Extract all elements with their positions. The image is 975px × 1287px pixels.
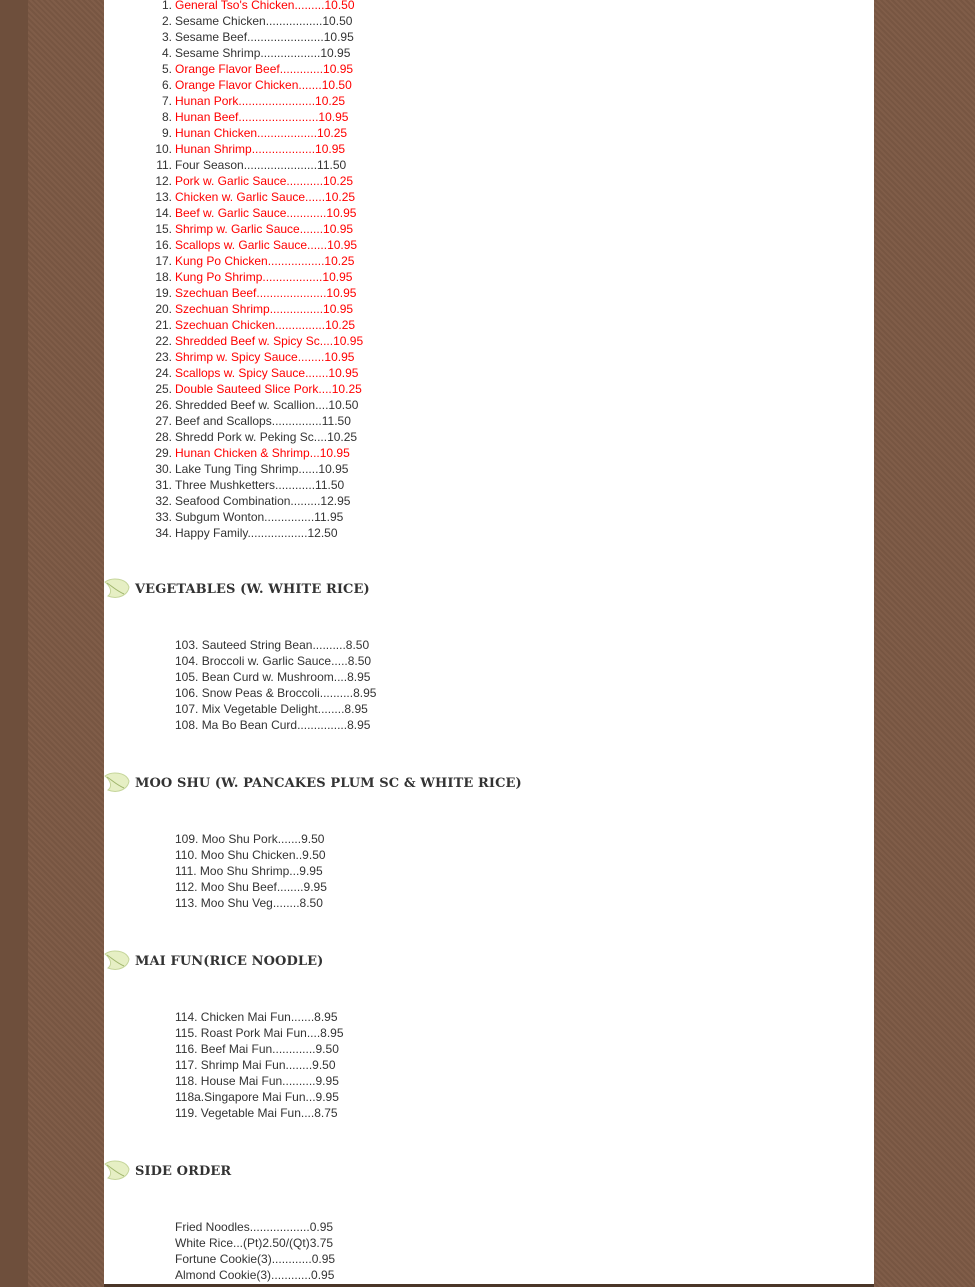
menu-item-text: Hunan Beef........................10.95	[175, 110, 349, 124]
item-number: 28.	[155, 430, 172, 444]
section-header-vegetables	[104, 577, 370, 601]
list-item	[155, 525, 363, 541]
menu-item-text: Shredded Beef w. Spicy Sc....10.95	[175, 334, 364, 348]
list-item	[161, 29, 363, 45]
list-item: 103. Sauteed String Bean..........8.50	[175, 638, 370, 652]
list-item: 111. Moo Shu Shrimp...9.95	[175, 864, 323, 878]
list-item: 107. Mix Vegetable Delight........8.95	[175, 702, 368, 716]
menu-item-text: Orange Flavor Chicken.......10.50	[175, 78, 352, 92]
item-number: 12.	[155, 174, 172, 188]
item-number: 9.	[161, 126, 172, 140]
menu-item-text: Sesame Chicken.................10.50	[175, 14, 353, 28]
item-number: 27.	[155, 414, 172, 428]
list-item	[155, 253, 363, 269]
item-number: 26.	[155, 398, 172, 412]
list-item	[161, 125, 363, 141]
menu-item-text: Shrimp w. Spicy Sauce........10.95	[175, 350, 355, 364]
item-number: 3.	[161, 30, 172, 44]
list-item: Almond Cookie(3)............0.95	[175, 1268, 335, 1282]
menu-item-text: Three Mushketters............11.50	[175, 478, 345, 492]
list-item: 119. Vegetable Mai Fun....8.75	[175, 1106, 338, 1120]
menu-item-text: Chicken w. Garlic Sauce......10.25	[175, 190, 356, 204]
list-item	[155, 509, 363, 525]
menu-item-text: Double Sauteed Slice Pork....10.25	[175, 382, 362, 396]
list-item	[161, 109, 363, 125]
list-item: 115. Roast Pork Mai Fun....8.95	[175, 1026, 344, 1040]
list-item	[155, 173, 363, 189]
menu-item-text: Sesame Shrimp..................10.95	[175, 46, 351, 60]
list-item: 116. Beef Mai Fun.............9.50	[175, 1042, 339, 1056]
menu-item-text: Hunan Pork.......................10.25	[175, 94, 346, 108]
list-item	[155, 365, 363, 381]
item-number: 34.	[155, 526, 172, 540]
menu-item-text: General Tso's Chicken.........10.50	[175, 0, 355, 12]
menu-item-text: Shrimp w. Garlic Sauce.......10.95	[175, 222, 354, 236]
section-header-moo-shu	[104, 771, 522, 795]
list-item: 104. Broccoli w. Garlic Sauce.....8.50	[175, 654, 372, 668]
list-item	[155, 317, 363, 333]
item-number: 14.	[155, 206, 172, 220]
menu-item-text: Hunan Chicken..................10.25	[175, 126, 348, 140]
list-item	[161, 13, 363, 29]
list-item	[155, 237, 363, 253]
section-title: VEGETABLES (W. WHITE RICE)	[135, 581, 370, 597]
menu-item-text: Sesame Beef.......................10.95	[175, 30, 354, 44]
list-item: 112. Moo Shu Beef........9.95	[175, 880, 327, 894]
menu-item-text: Szechuan Beef.....................10.95	[175, 286, 357, 300]
list-item: 108. Ma Bo Bean Curd...............8.95	[175, 718, 371, 732]
list-item	[156, 157, 363, 173]
list-item: 118. House Mai Fun..........9.95	[175, 1074, 339, 1088]
list-item	[161, 93, 363, 109]
list-item: 118a.Singapore Mai Fun...9.95	[175, 1090, 339, 1104]
menu-item-text: Orange Flavor Beef.............10.95	[175, 62, 354, 76]
item-number: 5.	[161, 62, 172, 76]
leaf-icon	[104, 578, 130, 600]
section-title: MAI FUN(RICE NOODLE)	[135, 953, 324, 969]
list-item	[155, 413, 363, 429]
menu-item-text: Happy Family..................12.50	[175, 526, 338, 540]
item-number: 23.	[155, 350, 172, 364]
menu-item-text: Subgum Wonton...............11.95	[175, 510, 344, 524]
list-item	[155, 349, 363, 365]
side-order-list	[175, 1219, 335, 1283]
list-item: 106. Snow Peas & Broccoli..........8.95	[175, 686, 377, 700]
list-item	[155, 221, 363, 237]
list-item: White Rice...(Pt)2.50/(Qt)3.75	[175, 1236, 334, 1250]
list-item: 113. Moo Shu Veg........8.50	[175, 896, 323, 910]
item-number: 8.	[161, 110, 172, 124]
menu-item-text: Szechuan Shrimp................10.95	[175, 302, 354, 316]
item-number: 10.	[155, 142, 172, 156]
list-item: Fortune Cookie(3)............0.95	[175, 1252, 336, 1266]
item-number: 1.	[161, 0, 172, 12]
menu-item-text: Hunan Shrimp...................10.95	[175, 142, 346, 156]
menu-content-panel	[104, 0, 874, 1284]
list-item	[155, 285, 363, 301]
item-number: 24.	[155, 366, 172, 380]
menu-item-text: Kung Po Shrimp..................10.95	[175, 270, 353, 284]
item-number: 13.	[155, 190, 172, 204]
item-number: 4.	[161, 46, 172, 60]
menu-item-text: Shredd Pork w. Peking Sc....10.25	[175, 430, 358, 444]
leaf-icon	[104, 772, 130, 794]
list-item	[155, 461, 363, 477]
item-number: 6.	[161, 78, 172, 92]
list-item	[155, 445, 363, 461]
list-item	[155, 429, 363, 445]
list-item	[155, 477, 363, 493]
item-number: 17.	[155, 254, 172, 268]
item-number: 21.	[155, 318, 172, 332]
section-header-side-order	[104, 1159, 231, 1183]
leaf-icon	[104, 1160, 130, 1182]
list-item	[155, 205, 363, 221]
list-item	[155, 141, 363, 157]
item-number: 33.	[155, 510, 172, 524]
section-header-mai-fun	[104, 949, 323, 973]
list-item	[155, 301, 363, 317]
list-item: 114. Chicken Mai Fun.......8.95	[175, 1010, 338, 1024]
menu-item-text: Hunan Chicken & Shrimp...10.95	[175, 446, 350, 460]
item-number: 31.	[155, 478, 172, 492]
vegetables-list	[175, 637, 376, 733]
menu-item-text: Seafood Combination.........12.95	[175, 494, 351, 508]
list-item	[155, 397, 363, 413]
item-number: 22.	[155, 334, 172, 348]
left-border-strip	[0, 0, 28, 1287]
list-item	[161, 61, 363, 77]
item-number: 32.	[155, 494, 172, 508]
item-number: 7.	[161, 94, 172, 108]
list-item	[155, 189, 363, 205]
menu-item-text: Beef and Scallops...............11.50	[175, 414, 351, 428]
list-item: 109. Moo Shu Pork.......9.50	[175, 832, 325, 846]
item-number: 19.	[155, 286, 172, 300]
list-item	[155, 381, 363, 397]
list-item	[155, 493, 363, 509]
leaf-icon	[104, 950, 130, 972]
item-number: 11.	[156, 158, 172, 172]
list-item: 105. Bean Curd w. Mushroom....8.95	[175, 670, 371, 684]
section-title: MOO SHU (W. PANCAKES PLUM SC & WHITE RICE)	[135, 775, 522, 791]
item-number: 18.	[155, 270, 172, 284]
menu-item-text: Beef w. Garlic Sauce............10.95	[175, 206, 357, 220]
list-item	[161, 0, 363, 13]
mai-fun-list	[175, 1009, 344, 1121]
menu-item-text: Scallops w. Spicy Sauce.......10.95	[175, 366, 359, 380]
list-item	[161, 77, 363, 93]
main-dishes-list	[155, 0, 364, 541]
item-number: 15.	[155, 222, 172, 236]
item-number: 30.	[155, 462, 172, 476]
menu-item-text: Scallops w. Garlic Sauce......10.95	[175, 238, 358, 252]
menu-item-text: Four Season......................11.50	[175, 158, 347, 172]
menu-item-text: Szechuan Chicken...............10.25	[175, 318, 356, 332]
list-item	[155, 269, 363, 285]
menu-item-text: Pork w. Garlic Sauce...........10.25	[175, 174, 354, 188]
item-number: 2.	[161, 14, 172, 28]
menu-item-text: Kung Po Chicken.................10.25	[175, 254, 355, 268]
moo-shu-list	[175, 831, 327, 911]
list-item: Fried Noodles..................0.95	[175, 1220, 334, 1234]
menu-item-text: Lake Tung Ting Shrimp......10.95	[175, 462, 349, 476]
list-item	[161, 45, 363, 61]
list-item: 117. Shrimp Mai Fun........9.50	[175, 1058, 336, 1072]
list-item: 110. Moo Shu Chicken..9.50	[175, 848, 326, 862]
item-number: 20.	[155, 302, 172, 316]
list-item	[155, 333, 364, 349]
item-number: 29.	[155, 446, 172, 460]
item-number: 16.	[155, 238, 172, 252]
menu-item-text: Shredded Beef w. Scallion....10.50	[175, 398, 359, 412]
section-title: SIDE ORDER	[135, 1163, 232, 1179]
item-number: 25.	[155, 382, 172, 396]
